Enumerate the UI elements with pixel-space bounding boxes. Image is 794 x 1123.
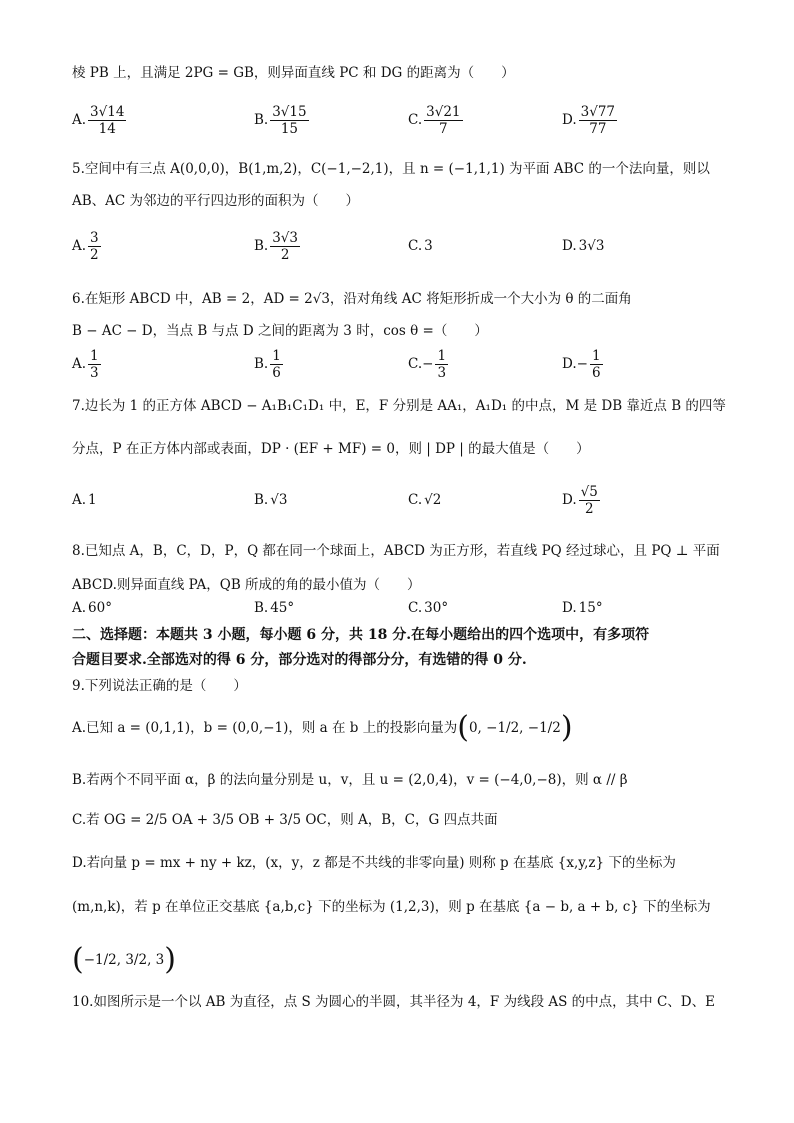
q5-option-a[interactable]: A. $\frac{3}{2}$: [72, 229, 99, 263]
q6-option-a[interactable]: A. $\frac{1}{3}$: [72, 347, 99, 381]
q4-stem: 棱 PB 上，且满足 2PG = GB，则异面直线 PC 和 DG 的距离为（ ）: [72, 65, 515, 81]
q4-options: [72, 100, 732, 140]
q5-options: [72, 226, 732, 266]
q5-option-d[interactable]: D. 3√3: [562, 238, 605, 254]
q6-option-c[interactable]: C.− $\frac{1}{3}$: [408, 347, 447, 381]
q5-line2: AB、AC 为邻边的平行四边形的面积为（ ）: [72, 193, 360, 209]
q6-line1: 6.在矩形 ABCD 中，AB = 2，AD = 2√3，沿对角线 AC 将矩形折成一个大小为 θ 的二面角: [72, 291, 632, 307]
right-paren-icon: ): [560, 710, 573, 745]
q9-stem: 9.下列说法正确的是（ ）: [72, 678, 247, 694]
q4-option-d[interactable]: D. $\frac{3√77}{77}$: [562, 103, 616, 137]
q5-option-b[interactable]: B. $\frac{3√3}{2}$: [254, 229, 298, 263]
q4-option-a[interactable]: A. $\frac{3√14}{14}$: [72, 103, 125, 137]
q6-line2: B − AC − D，当点 B 与点 D 之间的距离为 3 时，cos θ =（ ）: [72, 323, 488, 339]
q7-line1: 7.边长为 1 的正方体 ABCD − A₁B₁C₁D₁ 中，E，F 分别是 AA₁，A₁D₁ 的中点，M 是 DB 靠近点 B 的四等: [72, 398, 726, 414]
q8-option-b[interactable]: B. 45°: [254, 600, 295, 616]
q5-line1: 5.空间中有三点 A(0,0,0)，B(1,m,2)，C(−1,−2,1)，且 n = (−1,1,1) 为平面 ABC 的一个法向量，则以: [72, 161, 710, 177]
q7-options: [72, 480, 732, 520]
q8-option-d[interactable]: D. 15°: [562, 600, 603, 616]
q9-option-b[interactable]: B.若两个不同平面 α，β 的法向量分别是 u，v，且 u = (2,0,4)，v = (−4,0,−8)，则 α // β: [72, 772, 628, 788]
q9-option-d-line3: [72, 940, 176, 980]
q6-option-d[interactable]: D.− $\frac{1}{6}$: [562, 347, 601, 381]
q9-option-d-coords: −1/2, 3/2, 3: [83, 952, 165, 968]
q8-line2: ABCD.则异面直线 PA，QB 所成的角的最小值为（ ）: [72, 577, 421, 593]
q7-option-b[interactable]: B. √3: [254, 492, 288, 508]
q9-option-a[interactable]: [72, 708, 573, 748]
q9-option-d-line2: (m,n,k)，若 p 在单位正交基底 {a,b,c} 下的坐标为 (1,2,3)，则 p 在基底 {a − b, a + b, c} 下的坐标为: [72, 899, 711, 915]
q8-options: [72, 590, 732, 626]
q8-option-a[interactable]: A. 60°: [72, 600, 112, 616]
q9-option-c[interactable]: C.若 OG = 2/5 OA + 3/5 OB + 3/5 OC，则 A，B，C，G 四点共面: [72, 812, 498, 828]
q7-option-a[interactable]: A. 1: [72, 492, 97, 508]
q8-option-c[interactable]: C. 30°: [408, 600, 449, 616]
q8-line1: 8.已知点 A，B，C，D，P，Q 都在同一个球面上，ABCD 为正方形，若直线 PQ 经过球心，且 PQ ⊥ 平面: [72, 543, 720, 559]
q9-option-a-vector: 0, −1/2, −1/2: [468, 720, 561, 736]
q4-option-c[interactable]: C. $\frac{3√21}{7}$: [408, 103, 461, 137]
q6-options: [72, 344, 732, 384]
left-paren-icon: (: [457, 710, 469, 745]
q6-option-b[interactable]: B. $\frac{1}{6}$: [254, 347, 281, 381]
q9-option-a-text: A.已知 a = (0,1,1)，b = (0,0,−1)，则 a 在 b 上的投影向量为: [72, 720, 458, 736]
q4-option-b[interactable]: B. $\frac{3√15}{15}$: [254, 103, 307, 137]
q10-line1: 10.如图所示是一个以 AB 为直径，点 S 为圆心的半圆，其半径为 4，F 为线段 AS 的中点，其中 C、D、E: [72, 994, 715, 1010]
q9-option-d-line1[interactable]: D.若向量 p = mx + ny + kz，(x，y，z 都是不共线的非零向量) 则称 p 在基底 {x,y,z} 下的坐标为: [72, 855, 676, 871]
section2-heading-line1: 二、选择题：本题共 3 小题，每小题 6 分，共 18 分.在每小题给出的四个选项中，有多项符: [72, 627, 650, 643]
q7-line2: 分点，P 在正方体内部或表面，DP · (EF + MF) = 0，则 | DP | 的最大值是（ ）: [72, 441, 590, 457]
right-paren-icon: ): [164, 942, 176, 977]
q7-option-c[interactable]: C. √2: [408, 492, 442, 508]
q7-option-d[interactable]: D. $\frac{√5}{2}$: [562, 483, 598, 517]
section2-heading-line2: 合题目要求.全部选对的得 6 分，部分选对的得部分分，有选错的得 0 分.: [72, 652, 527, 668]
q5-option-c[interactable]: C. 3: [408, 238, 433, 254]
left-paren-icon: (: [72, 942, 84, 977]
